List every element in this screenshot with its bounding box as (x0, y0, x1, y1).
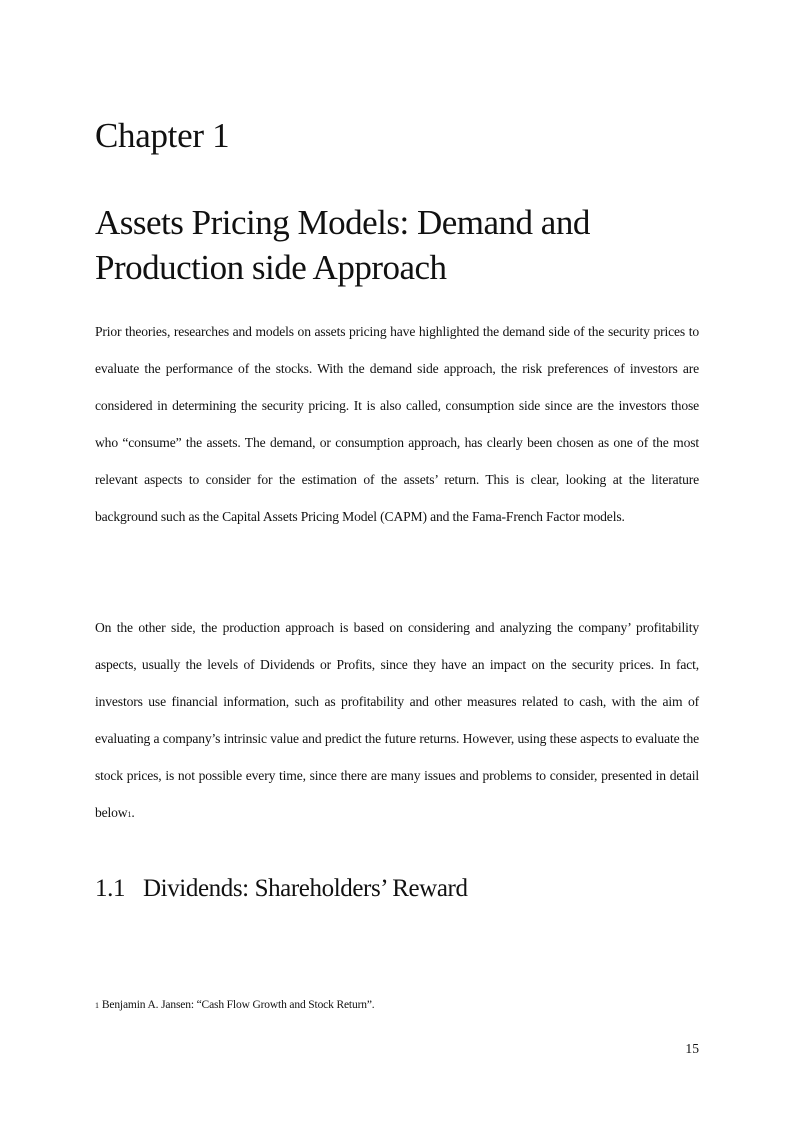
footnote-mark: 1 (95, 1001, 99, 1010)
section-number: 1.1 (95, 875, 126, 902)
chapter-label: Chapter 1 (95, 116, 230, 155)
paragraph-production-side-end: . (131, 805, 135, 820)
paragraph-demand-side: Prior theories, researches and models on assets pricing have highlighted the demand side of the security prices to evaluate the performance of the stocks. With the demand side approach, the risk preferences of investors are considered in determining the security pricing. It is also called, consumption side since are the investors those who “consume” the assets. The demand, or consumption approach, has clearly been chosen as one of the most relevant aspects to consider for the estimation of the assets’ return. This is clear, looking at the literature background such as the Capital Assets Pricing Model (CAPM) and the Fama-French Factor models. (95, 324, 699, 524)
paragraph-production-side (95, 609, 699, 833)
paragraph-production-side-text: On the other side, the production approach is based on considering and analyzing the company’ profitability aspects, usually the levels of Dividends or Profits, since they have an impact on the security prices. In fact, investors use financial information, such as profitability and other measures related to cash, with the aim of evaluating a company’s intrinsic value and predict the future returns. However, using these aspects to evaluate the stock prices, is not possible every time, since there are many issues and problems to consider, presented in detail below (95, 620, 699, 820)
footnote-text: Benjamin A. Jansen: “Cash Flow Growth and Stock Return”. (101, 999, 375, 1011)
section-title: Dividends: Shareholders’ Reward (143, 875, 468, 902)
page-number: 15 (685, 1041, 699, 1056)
footnote (95, 996, 375, 1015)
section-heading (95, 872, 468, 906)
chapter-title: Assets Pricing Models: Demand and Production side Approach (95, 203, 590, 287)
footnote-reference[interactable]: 1 (127, 810, 132, 819)
